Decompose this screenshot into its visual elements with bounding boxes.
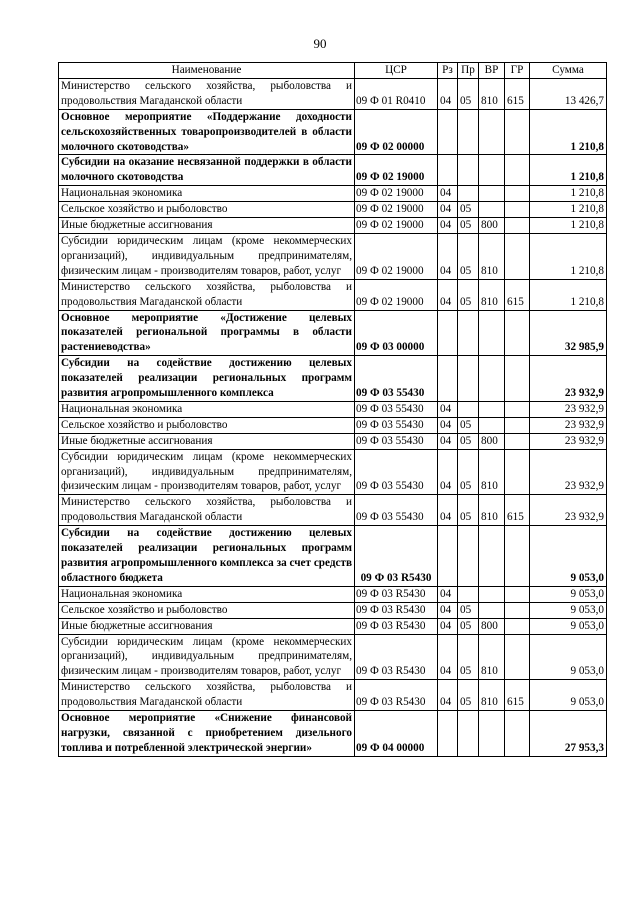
row-sum-cell: 23 932,9: [530, 433, 607, 449]
table-row: [59, 602, 607, 618]
row-csr-cell: 09 Ф 02 19000: [355, 202, 438, 218]
row-name-cell: Национальная экономика: [59, 186, 355, 202]
row-gr-cell: [505, 433, 530, 449]
row-name-cell: Сельское хозяйство и рыболовство: [59, 202, 355, 218]
table-row: [59, 449, 607, 495]
row-vr-cell: 800: [479, 218, 505, 234]
row-pr-cell: [458, 526, 479, 587]
row-gr-cell: 615: [505, 495, 530, 526]
row-sum-cell: 1 210,8: [530, 233, 607, 279]
row-vr-cell: 810: [479, 279, 505, 310]
row-rz-cell: [438, 310, 458, 356]
row-name-cell: Сельское хозяйство и рыболовство: [59, 602, 355, 618]
row-name-cell: Иные бюджетные ассигнования: [59, 618, 355, 634]
row-csr-cell: 09 Ф 03 55430: [355, 449, 438, 495]
row-sum-cell: 1 210,8: [530, 279, 607, 310]
row-pr-cell: 05: [458, 449, 479, 495]
row-sum-cell: 27 953,3: [530, 711, 607, 757]
table-row: [59, 202, 607, 218]
row-vr-cell: 810: [479, 495, 505, 526]
header-name: Наименование: [59, 63, 355, 79]
table-row: [59, 109, 607, 155]
row-vr-cell: [479, 526, 505, 587]
row-name-cell: Субсидии на оказание несвязанной поддержки в области молочного скотоводства: [59, 155, 355, 186]
row-csr-cell: 09 Ф 03 R5430: [355, 618, 438, 634]
row-sum-cell: 32 985,9: [530, 310, 607, 356]
row-rz-cell: 04: [438, 202, 458, 218]
row-vr-cell: [479, 186, 505, 202]
row-name-cell: Основное мероприятие «Снижение финансовой нагрузки, связанной с приобретением дизельного топлива и потребленной электрической энергии»: [59, 711, 355, 757]
row-csr-cell: 09 Ф 03 R5430: [355, 586, 438, 602]
row-rz-cell: [438, 526, 458, 587]
row-vr-cell: 810: [479, 449, 505, 495]
row-pr-cell: 05: [458, 618, 479, 634]
table-row: [59, 495, 607, 526]
row-sum-cell: 1 210,8: [530, 218, 607, 234]
row-gr-cell: [505, 586, 530, 602]
row-pr-cell: [458, 109, 479, 155]
row-vr-cell: [479, 109, 505, 155]
row-gr-cell: [505, 602, 530, 618]
row-vr-cell: [479, 417, 505, 433]
row-pr-cell: 05: [458, 417, 479, 433]
row-sum-cell: 23 932,9: [530, 495, 607, 526]
row-csr-cell: 09 Ф 02 19000: [355, 233, 438, 279]
row-vr-cell: 810: [479, 78, 505, 109]
table-row: [59, 401, 607, 417]
row-pr-cell: 05: [458, 433, 479, 449]
header-pr: Пр: [458, 63, 479, 79]
row-pr-cell: 05: [458, 680, 479, 711]
row-csr-cell: 09 Ф 02 19000: [355, 186, 438, 202]
row-sum-cell: 13 426,7: [530, 78, 607, 109]
row-gr-cell: [505, 109, 530, 155]
row-gr-cell: [505, 526, 530, 587]
row-name-cell: Национальная экономика: [59, 401, 355, 417]
row-name-cell: Субсидии на содействие достижению целевых показателей реализации региональных программ развития агропромышленного комплекса за счет средств областного бюджета: [59, 526, 355, 587]
row-pr-cell: [458, 711, 479, 757]
row-csr-cell: 09 Ф 02 19000: [355, 218, 438, 234]
row-csr-cell: 09 Ф 03 55430: [355, 417, 438, 433]
row-rz-cell: [438, 356, 458, 402]
row-rz-cell: 04: [438, 279, 458, 310]
row-name-cell: Субсидии юридическим лицам (кроме некоммерческих организаций), индивидуальным предпринимателям, физическим лицам - производителям товаров, работ, услуг: [59, 233, 355, 279]
row-vr-cell: 800: [479, 433, 505, 449]
row-gr-cell: [505, 218, 530, 234]
row-sum-cell: 9 053,0: [530, 680, 607, 711]
row-gr-cell: [505, 310, 530, 356]
row-sum-cell: 23 932,9: [530, 449, 607, 495]
row-name-cell: Министерство сельского хозяйства, рыболовства и продовольствия Магаданской области: [59, 78, 355, 109]
row-vr-cell: 810: [479, 233, 505, 279]
row-rz-cell: 04: [438, 634, 458, 680]
row-rz-cell: 04: [438, 78, 458, 109]
row-gr-cell: 615: [505, 78, 530, 109]
row-sum-cell: 9 053,0: [530, 634, 607, 680]
row-vr-cell: [479, 586, 505, 602]
table-row: [59, 634, 607, 680]
row-pr-cell: 05: [458, 602, 479, 618]
table-row: [59, 155, 607, 186]
table-row: [59, 433, 607, 449]
table-row: [59, 680, 607, 711]
row-pr-cell: 05: [458, 233, 479, 279]
row-rz-cell: 04: [438, 586, 458, 602]
row-rz-cell: 04: [438, 680, 458, 711]
table-row: [59, 356, 607, 402]
header-rz: Рз: [438, 63, 458, 79]
header-sum: Сумма: [530, 63, 607, 79]
row-pr-cell: 05: [458, 218, 479, 234]
row-gr-cell: [505, 356, 530, 402]
row-gr-cell: [505, 186, 530, 202]
row-sum-cell: 23 932,9: [530, 417, 607, 433]
table-row: [59, 279, 607, 310]
row-gr-cell: 615: [505, 279, 530, 310]
row-csr-cell: 09 Ф 03 R5430: [355, 680, 438, 711]
row-name-cell: Министерство сельского хозяйства, рыболовства и продовольствия Магаданской области: [59, 495, 355, 526]
header-gr: ГР: [505, 63, 530, 79]
budget-table: [58, 62, 607, 757]
row-pr-cell: [458, 586, 479, 602]
row-gr-cell: [505, 711, 530, 757]
row-gr-cell: [505, 449, 530, 495]
table-row: [59, 233, 607, 279]
row-vr-cell: [479, 356, 505, 402]
table-row: [59, 218, 607, 234]
row-rz-cell: 04: [438, 449, 458, 495]
row-pr-cell: 05: [458, 279, 479, 310]
row-vr-cell: 810: [479, 680, 505, 711]
table-row: [59, 618, 607, 634]
row-name-cell: Национальная экономика: [59, 586, 355, 602]
table-row: [59, 186, 607, 202]
row-rz-cell: 04: [438, 433, 458, 449]
row-sum-cell: 9 053,0: [530, 602, 607, 618]
row-csr-cell: 09 Ф 03 R5430: [355, 634, 438, 680]
table-header-row: [59, 63, 607, 79]
table-row: [59, 711, 607, 757]
row-rz-cell: 04: [438, 233, 458, 279]
row-sum-cell: 23 932,9: [530, 356, 607, 402]
row-vr-cell: [479, 310, 505, 356]
table-row: [59, 78, 607, 109]
row-csr-cell: 09 Ф 03 R5430: [355, 526, 438, 587]
row-gr-cell: [505, 233, 530, 279]
row-pr-cell: [458, 401, 479, 417]
row-sum-cell: 1 210,8: [530, 202, 607, 218]
row-gr-cell: [505, 401, 530, 417]
header-vr: ВР: [479, 63, 505, 79]
row-sum-cell: 1 210,8: [530, 109, 607, 155]
row-csr-cell: 09 Ф 02 19000: [355, 155, 438, 186]
row-csr-cell: 09 Ф 03 R5430: [355, 602, 438, 618]
row-name-cell: Иные бюджетные ассигнования: [59, 218, 355, 234]
row-pr-cell: 05: [458, 634, 479, 680]
row-pr-cell: [458, 186, 479, 202]
row-sum-cell: 9 053,0: [530, 586, 607, 602]
row-csr-cell: 09 Ф 02 19000: [355, 279, 438, 310]
row-pr-cell: [458, 155, 479, 186]
row-sum-cell: 1 210,8: [530, 186, 607, 202]
row-pr-cell: 05: [458, 78, 479, 109]
row-rz-cell: 04: [438, 401, 458, 417]
table-row: [59, 417, 607, 433]
row-vr-cell: 800: [479, 618, 505, 634]
row-rz-cell: [438, 155, 458, 186]
row-rz-cell: [438, 711, 458, 757]
row-sum-cell: 9 053,0: [530, 618, 607, 634]
row-sum-cell: 1 210,8: [530, 155, 607, 186]
row-pr-cell: 05: [458, 202, 479, 218]
row-rz-cell: 04: [438, 495, 458, 526]
row-name-cell: Основное мероприятие «Достижение целевых показателей региональной программы в области растениеводства»: [59, 310, 355, 356]
row-sum-cell: 9 053,0: [530, 526, 607, 587]
table-row: [59, 310, 607, 356]
table-row: [59, 526, 607, 587]
row-name-cell: Основное мероприятие «Поддержание доходности сельскохозяйственных товаропроизводителей в области молочного скотоводства»: [59, 109, 355, 155]
row-csr-cell: 09 Ф 02 00000: [355, 109, 438, 155]
row-name-cell: Субсидии юридическим лицам (кроме некоммерческих организаций), индивидуальным предпринимателям, физическим лицам - производителям товаров, работ, услуг: [59, 449, 355, 495]
row-rz-cell: 04: [438, 618, 458, 634]
row-vr-cell: [479, 155, 505, 186]
row-sum-cell: 23 932,9: [530, 401, 607, 417]
page-number: 90: [313, 36, 327, 51]
table-row: [59, 586, 607, 602]
row-rz-cell: 04: [438, 218, 458, 234]
row-csr-cell: 09 Ф 03 55430: [355, 401, 438, 417]
row-name-cell: Сельское хозяйство и рыболовство: [59, 417, 355, 433]
row-name-cell: Субсидии на содействие достижению целевых показателей реализации региональных программ развития агропромышленного комплекса: [59, 356, 355, 402]
row-gr-cell: [505, 155, 530, 186]
row-gr-cell: [505, 618, 530, 634]
row-name-cell: Субсидии юридическим лицам (кроме некоммерческих организаций), индивидуальным предпринимателям, физическим лицам - производителям товаров, работ, услуг: [59, 634, 355, 680]
row-gr-cell: [505, 202, 530, 218]
row-name-cell: Иные бюджетные ассигнования: [59, 433, 355, 449]
row-rz-cell: 04: [438, 602, 458, 618]
row-csr-cell: 09 Ф 03 55430: [355, 356, 438, 402]
row-csr-cell: 09 Ф 03 55430: [355, 495, 438, 526]
row-gr-cell: [505, 417, 530, 433]
row-rz-cell: 04: [438, 417, 458, 433]
row-vr-cell: [479, 202, 505, 218]
row-vr-cell: [479, 401, 505, 417]
row-csr-cell: 09 Ф 01 R0410: [355, 78, 438, 109]
row-name-cell: Министерство сельского хозяйства, рыболовства и продовольствия Магаданской области: [59, 279, 355, 310]
row-pr-cell: [458, 356, 479, 402]
row-gr-cell: [505, 634, 530, 680]
row-csr-cell: 09 Ф 03 55430: [355, 433, 438, 449]
row-pr-cell: 05: [458, 495, 479, 526]
row-rz-cell: 04: [438, 186, 458, 202]
row-rz-cell: [438, 109, 458, 155]
header-csr: ЦСР: [355, 63, 438, 79]
row-name-cell: Министерство сельского хозяйства, рыболовства и продовольствия Магаданской области: [59, 680, 355, 711]
row-vr-cell: 810: [479, 634, 505, 680]
row-vr-cell: [479, 602, 505, 618]
row-vr-cell: [479, 711, 505, 757]
row-csr-cell: 09 Ф 04 00000: [355, 711, 438, 757]
row-pr-cell: [458, 310, 479, 356]
row-gr-cell: 615: [505, 680, 530, 711]
row-csr-cell: 09 Ф 03 00000: [355, 310, 438, 356]
